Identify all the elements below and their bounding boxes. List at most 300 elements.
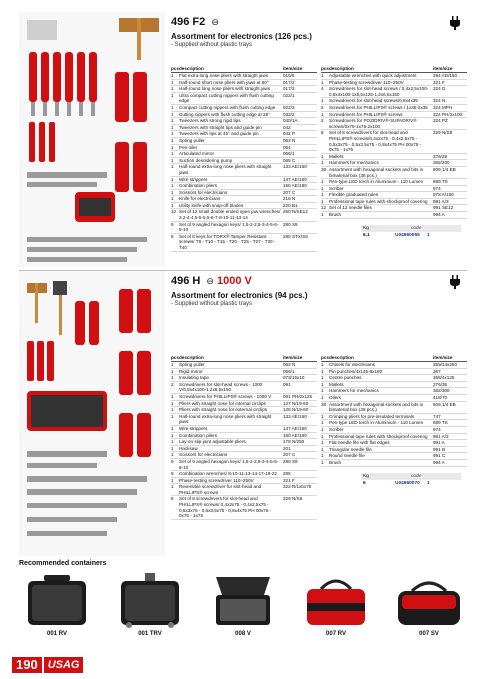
table-row — [171, 414, 317, 426]
container-item — [112, 573, 188, 637]
row-pcs: 1 — [321, 381, 324, 387]
contents-tables — [171, 66, 467, 252]
set-description: Assortment for electronics (126 pcs.) — [171, 32, 312, 41]
tool-bag-icon — [301, 573, 371, 628]
table-row — [171, 401, 317, 408]
row-item-size: 609 1/4 EB — [433, 166, 456, 172]
table-header — [321, 66, 467, 73]
row-description: Brush — [329, 459, 342, 465]
row-pcs: 1 — [171, 407, 174, 413]
row-pcs: 1 — [171, 104, 174, 110]
row-description: Half-round extra-long nose pliers with straight jaws — [179, 413, 272, 425]
row-description: Tweezers with tips at 45° and guide pin — [179, 131, 259, 137]
header-description: description — [179, 355, 204, 360]
container-label: 007 SV — [419, 631, 439, 637]
table-header — [171, 66, 317, 73]
row-pcs: 1 — [321, 375, 324, 381]
table-row — [321, 382, 467, 389]
row-item-size: 991 SE12 — [433, 205, 454, 211]
row-description: Lay-on slip-joint adjustable pliers — [179, 439, 246, 445]
table-row — [171, 484, 317, 496]
container-item — [205, 573, 281, 637]
row-description: Set of 8 screwdrivers for slot-head and PHILLIPS® screws/ 0,4x2x75 - 0,4x2,5x75 - 0,5x3x75 - 0,5x3,5x75 - 0,8x4x75 PH 00x75 - 0x75 - 1x75 — [179, 496, 272, 519]
table-row — [321, 186, 467, 193]
row-item-size: 889 TS — [433, 179, 448, 185]
row-pcs: 1 — [171, 118, 174, 124]
row-pcs: 1 — [171, 368, 174, 374]
trolley-case-icon — [115, 573, 185, 628]
table-row — [171, 496, 317, 519]
table-row — [321, 420, 467, 427]
tools-illustration — [19, 12, 165, 267]
recommended-title: Recommended containers — [19, 560, 107, 567]
table-row — [171, 86, 317, 93]
table-row — [171, 145, 317, 152]
order-code: U04960070 — [395, 480, 420, 486]
row-pcs: 1 — [321, 453, 324, 459]
row-pcs: 1 — [171, 92, 174, 98]
row-item-size: 747 — [433, 413, 441, 419]
weight-value: 6,1 — [363, 232, 370, 238]
row-pcs: 2 — [171, 381, 174, 387]
electrical-plug-icon — [449, 275, 461, 289]
row-item-size: 285 — [283, 471, 291, 477]
row-pcs: 1 — [321, 192, 324, 198]
row-description: Articulated mirror — [179, 151, 214, 157]
row-description: Brush — [329, 212, 342, 218]
table-row — [321, 118, 467, 130]
tools-illustration — [19, 271, 165, 556]
row-item-size: 022/3 — [283, 104, 295, 110]
row-description: Ultra compact cutting nippers with flush cutting edge — [179, 92, 274, 104]
set-header — [171, 275, 467, 307]
table-row — [171, 426, 317, 433]
row-item-size: 042 P — [283, 131, 296, 137]
table-row — [321, 447, 467, 454]
row-description: Screwdrivers for slot-head screws / 0,4x2,5x100-0,8x4x100-1x5,5x125-1,2x6,5x150 — [329, 86, 429, 97]
row-pcs: 1 — [171, 432, 174, 438]
header-description: description — [329, 66, 354, 71]
table-row — [321, 414, 467, 421]
row-description: Screwdrivers for slot-head screws - 1000 V/0,8x4x100-1,2x6,5x150 — [179, 381, 263, 393]
table-row — [321, 199, 467, 206]
row-description: Professional tape rules with shockproof covering — [329, 198, 428, 204]
row-description: Spring puller — [179, 362, 205, 367]
row-description: Pliers with straight nose for external circlips — [179, 407, 268, 413]
row-item-size: 991 B — [433, 446, 446, 452]
table-body — [171, 362, 317, 520]
row-pcs: 1 — [321, 179, 324, 185]
table-row — [321, 86, 467, 98]
row-description: Knife for electricians — [179, 196, 221, 202]
row-description: Pen-type LED torch in Aluminium - 110 Lumen — [329, 420, 424, 426]
row-description: Scriber — [329, 185, 344, 191]
row-pcs: 1 — [171, 157, 174, 163]
order-header — [361, 225, 461, 232]
row-description: Screwdrivers for slot-head screws/0,8x4x35 — [329, 98, 418, 104]
table-row — [171, 80, 317, 87]
row-description: Wire strippers — [179, 425, 208, 431]
row-item-size: 150 AE/180 — [283, 432, 307, 438]
order-extra: 1 — [427, 480, 430, 486]
row-pcs: 1 — [171, 144, 174, 150]
table-row — [171, 478, 317, 485]
table-row — [321, 212, 467, 219]
row-pcs: 1 — [171, 196, 174, 202]
set-title-line — [171, 16, 467, 29]
row-item-size: 017/3 — [283, 86, 295, 92]
row-item-size: 609 1/4 EB — [433, 401, 456, 407]
row-item-size: 321 F — [283, 477, 295, 483]
header-pcs: pcs — [171, 355, 179, 360]
row-item-size: 133 AE/160 — [283, 413, 307, 419]
page-footer — [12, 657, 83, 673]
row-description: Wire strippers — [179, 176, 208, 182]
row-pcs: 38 — [321, 401, 327, 407]
row-pcs: 1 — [321, 368, 324, 374]
row-item-size: 133 AE/160 — [283, 164, 307, 170]
row-description: Professional tape rules with shockproof covering — [329, 433, 428, 439]
row-pcs: 1 — [321, 185, 324, 191]
header-item-size: item/size — [433, 355, 453, 360]
row-pcs: 1 — [321, 459, 324, 465]
set-code: 496 F2 — [171, 16, 206, 28]
row-description: Hammers for mechanics — [329, 388, 379, 394]
row-description: Hammers for mechanics — [329, 160, 379, 166]
row-item-size: 053 N — [283, 362, 296, 367]
row-description: Screwdrivers for POZIDRIV®-SUPADRIV® screws/0x75-1x75-2x100 — [329, 118, 417, 129]
row-pcs: 1 — [171, 151, 174, 157]
row-pcs: 1 — [171, 164, 174, 170]
table-row — [171, 138, 317, 145]
table-row — [171, 362, 317, 369]
row-pcs: 12 — [171, 209, 177, 215]
row-pcs: 1 — [321, 79, 324, 85]
row-item-size: 974 — [433, 185, 441, 191]
set-title-line — [171, 275, 467, 288]
row-description: Spring puller — [179, 137, 205, 143]
table-header — [171, 355, 317, 362]
row-pcs: 1 — [171, 375, 174, 381]
table-row — [171, 375, 317, 382]
set-code: 496 H — [171, 275, 201, 287]
table-row — [171, 73, 317, 80]
table-row — [321, 434, 467, 441]
container-label: 001 RV — [47, 631, 67, 637]
order-box — [361, 225, 461, 239]
row-pcs: 1 — [171, 439, 174, 445]
container-list — [19, 573, 467, 637]
row-item-size: 329 N/S8 — [433, 130, 453, 136]
code-label: code — [411, 473, 422, 479]
table-row — [171, 209, 317, 221]
row-item-size: 178 N/250 — [283, 439, 305, 445]
row-description: Pen oiler — [179, 144, 198, 150]
table-row — [321, 160, 467, 167]
row-pcs: 1 — [171, 393, 174, 399]
row-item-size: 040/1A — [283, 118, 298, 124]
row-description: Combination wrenches/ 8-10-11-13-14-17-19-22 — [179, 471, 277, 477]
row-description: Utility knife with snap-off blades — [179, 202, 244, 208]
table-row — [321, 192, 467, 199]
row-item-size: 324 PH/2x100 — [433, 111, 463, 117]
row-description: Set of 9 angled hexagon keys/ 1,5-2-2,5-3-4-5-6-8-10 — [179, 221, 279, 233]
table-row — [321, 105, 467, 112]
row-description: Mallets — [329, 153, 344, 159]
row-description: Rigid mirror — [179, 368, 203, 374]
contents-table-left — [171, 355, 317, 520]
table-row — [171, 439, 317, 446]
table-row — [171, 452, 317, 459]
row-item-size: 359/14x250 — [433, 362, 458, 367]
table-row — [171, 394, 317, 401]
row-pcs: 1 — [321, 98, 324, 104]
order-header — [361, 473, 461, 480]
row-description: Cutting nippers with flush cutting edge at 38° — [179, 111, 270, 117]
set-496f2-section — [19, 12, 467, 267]
table-row — [171, 433, 317, 440]
tool-set-photo — [19, 12, 165, 267]
table-row — [171, 131, 317, 138]
table-row — [321, 375, 467, 382]
row-pcs: 1 — [171, 477, 174, 483]
container-label: 007 RV — [326, 631, 346, 637]
row-item-size: 978 A/150 — [433, 192, 454, 198]
row-item-size: 367 — [433, 368, 441, 374]
row-item-size: 022/1 — [283, 92, 295, 98]
row-item-size: 329 N/S8 — [283, 496, 303, 502]
row-description: Suction desoldering pump — [179, 157, 233, 163]
row-item-size: 091 — [283, 381, 291, 387]
weight-label: Kg — [363, 225, 369, 231]
row-pcs: 1 — [321, 388, 324, 394]
row-pcs: 1 — [171, 79, 174, 85]
row-description: Scissors for electricians — [179, 189, 228, 195]
row-pcs: 1 — [171, 73, 174, 78]
table-row — [171, 118, 317, 125]
table-row — [171, 105, 317, 112]
row-item-size: 216 N — [283, 196, 296, 202]
row-item-size: 991 C — [433, 453, 446, 459]
row-pcs: 1 — [171, 445, 174, 451]
row-pcs: 1 — [321, 413, 324, 419]
row-item-size: 280 STX/S8 — [283, 233, 308, 239]
row-description: Centre punches — [329, 375, 362, 381]
table-row — [171, 471, 317, 478]
row-item-size: 280 S9 — [283, 221, 298, 227]
row-description: Screwdrivers for PHILLIPS® screws — [329, 111, 403, 117]
row-description: Hacksaw — [179, 445, 198, 451]
row-description: Pen-type LED torch in Aluminium - 110 Lumen — [329, 179, 424, 185]
code-label: code — [411, 225, 422, 231]
order-code: U04960055 — [395, 232, 420, 238]
row-item-size: 147 AE/160 — [283, 176, 307, 182]
order-values — [361, 232, 461, 239]
row-pcs: 1 — [171, 202, 174, 208]
row-item-size: 091 PH/2x125 — [283, 393, 313, 399]
row-item-size: 015/5 — [283, 73, 295, 78]
table-row — [171, 369, 317, 376]
set-note: - Supplied without plastic trays — [171, 301, 253, 307]
row-item-size: 324 PZ — [433, 118, 448, 124]
header-item-size: item/size — [283, 355, 303, 360]
tool-set-photo — [19, 271, 165, 556]
row-item-size: 376/35 — [433, 381, 448, 387]
table-row — [321, 395, 467, 402]
row-description: Set of 12 needle files — [329, 205, 372, 211]
row-description: Adjustable wrenches with quick adjustment — [329, 73, 417, 78]
row-pcs: 8 — [171, 471, 174, 477]
set-note: - Supplied without plastic trays — [171, 42, 253, 48]
row-item-size: 053 N — [283, 137, 296, 143]
row-pcs: 1 — [321, 198, 324, 204]
row-item-size: 073/15x10 — [283, 375, 305, 381]
table-body — [171, 73, 317, 252]
row-pcs: 1 — [321, 440, 324, 446]
table-row — [171, 196, 317, 203]
row-description: Half-round long nose pliers with straight jaws — [179, 86, 271, 92]
row-item-size: 201 — [283, 445, 291, 451]
row-pcs: 1 — [321, 111, 324, 117]
row-pcs: 1 — [321, 426, 324, 432]
open-case-icon — [208, 573, 278, 628]
row-pcs: 12 — [321, 205, 327, 211]
no-trays-icon: ⊖ — [206, 276, 214, 286]
container-item — [19, 573, 95, 637]
page-number: 190 — [12, 657, 42, 673]
table-row — [171, 158, 317, 165]
contents-table-right — [321, 66, 467, 252]
table-row — [171, 234, 317, 252]
row-item-size: 127 N/19-60 — [283, 400, 309, 406]
row-pcs: 1 — [171, 124, 174, 130]
row-description: Compact cutting nippers with flush cutting edge — [179, 104, 276, 110]
row-item-size: 220 B1 — [283, 202, 298, 208]
no-trays-icon: ⊖ — [211, 17, 219, 27]
row-pcs: 1 — [171, 400, 174, 406]
row-item-size: 150 AE/180 — [283, 183, 307, 189]
row-description: Reversible screwdriver for slot-head and PHILLIPS® screws — [179, 484, 262, 495]
table-row — [171, 112, 317, 119]
soft-bag-icon — [394, 573, 464, 628]
row-description: Pin punches/4x145-6x180 — [329, 368, 383, 374]
row-description: Mallets — [329, 381, 344, 387]
table-body — [321, 73, 467, 219]
row-item-size: 382/300 — [433, 388, 450, 394]
row-pcs: 1 — [321, 73, 324, 78]
table-row — [321, 388, 467, 395]
row-description: Assortment with hexagonal sockets and bits in bimaterial box (38 pcs.) — [329, 401, 424, 413]
table-row — [171, 151, 317, 158]
row-description: Set of 8 screwdrivers for slot-head and PHILLIPS® screws/0,4x2x75 - 0,4x2,5x75 - 0,5x3x75 - 0,5x3,5x75 - 0,8x4x75 PH 00x75 - 0x75 - 1x75 — [329, 130, 422, 153]
row-pcs: 8 — [171, 233, 174, 239]
row-pcs: 1 — [171, 425, 174, 431]
header-pcs: pcs — [321, 355, 329, 360]
row-description: Set of 9 angled hexagon keys/ 1,5-2-2,5-3-4-5-6-8-10 — [179, 458, 279, 470]
row-item-size: 994 A — [433, 459, 445, 465]
table-row — [321, 362, 467, 369]
row-description: Chisels for electricians — [329, 362, 375, 367]
row-pcs: 1 — [171, 484, 174, 490]
row-description: Scissors for electricians — [179, 452, 228, 458]
row-item-size: 324 MPH — [433, 104, 453, 110]
row-description: Tweezers with straight tips and guide pin — [179, 124, 262, 130]
row-item-size: 128 N/19-60 — [283, 407, 309, 413]
row-item-size: 250 N/SE12 — [283, 209, 308, 215]
row-description: Flexible graduated rules — [329, 192, 379, 198]
row-description: Triangular needle file — [329, 446, 372, 452]
row-item-size: 889 TS — [433, 420, 448, 426]
row-pcs: 8 — [171, 496, 174, 502]
row-pcs: 8 — [321, 130, 324, 136]
row-item-size: 368/4x125 — [433, 375, 455, 381]
container-label: 008 V — [235, 631, 251, 637]
row-pcs: 9 — [171, 221, 174, 227]
table-row — [171, 459, 317, 471]
row-item-size: 147 AE/160 — [283, 425, 307, 431]
row-pcs: 1 — [321, 212, 324, 218]
row-pcs: 1 — [321, 446, 324, 452]
table-row — [171, 203, 317, 210]
row-item-size: 065 C — [283, 157, 296, 163]
table-row — [321, 167, 467, 179]
row-item-size: 324 D — [433, 86, 446, 92]
row-description: Half-round short nose pliers with jaws at 60° — [179, 79, 269, 85]
row-item-size: 994 A — [433, 212, 445, 218]
row-item-size: 321 F — [433, 79, 445, 85]
row-description: Assortment with hexagonal sockets and bits in bimaterial box (38 pcs.) — [329, 166, 424, 178]
order-box — [361, 473, 461, 487]
row-description: Crimping pliers for pre-insulated terminals — [329, 413, 415, 419]
container-label: 001 TRV — [138, 631, 162, 637]
row-description: Insulating tape — [179, 375, 209, 381]
set-description: Assortment for electronics (94 pcs.) — [171, 291, 308, 300]
row-item-size: 322 R/1xbx75 — [283, 484, 312, 490]
row-item-size: 056/1 — [283, 151, 295, 157]
table-body — [321, 362, 467, 467]
table-row — [171, 183, 317, 190]
table-row — [171, 93, 317, 105]
row-description: Phase-testing screwdriver 110÷250V — [329, 79, 404, 85]
electrical-plug-icon — [449, 16, 461, 30]
table-row — [171, 407, 317, 414]
row-item-size: 017/2 — [283, 79, 295, 85]
table-row — [321, 80, 467, 87]
table-row — [321, 205, 467, 212]
row-pcs: 1 — [321, 420, 324, 426]
contents-table-left — [171, 66, 317, 252]
row-item-size: 054 — [283, 144, 291, 150]
table-row — [171, 222, 317, 234]
contents-tables — [171, 355, 467, 520]
row-item-size: 324 N — [433, 98, 446, 104]
table-row — [321, 440, 467, 447]
row-description: Pliers with straight nose for internal circlips — [179, 400, 266, 406]
row-description: Scriber — [329, 426, 344, 432]
table-row — [321, 73, 467, 80]
header-description: description — [179, 66, 204, 71]
row-pcs: 1 — [171, 137, 174, 143]
row-description: Oilers — [329, 394, 341, 400]
row-pcs: 2 — [321, 118, 324, 124]
order-extra: 1 — [427, 232, 430, 238]
table-row — [171, 177, 317, 184]
row-pcs: 1 — [321, 433, 324, 439]
table-row — [321, 427, 467, 434]
row-item-size: 207 C — [283, 452, 296, 458]
container-item — [298, 573, 374, 637]
row-item-size: 280 S9 — [283, 458, 298, 464]
